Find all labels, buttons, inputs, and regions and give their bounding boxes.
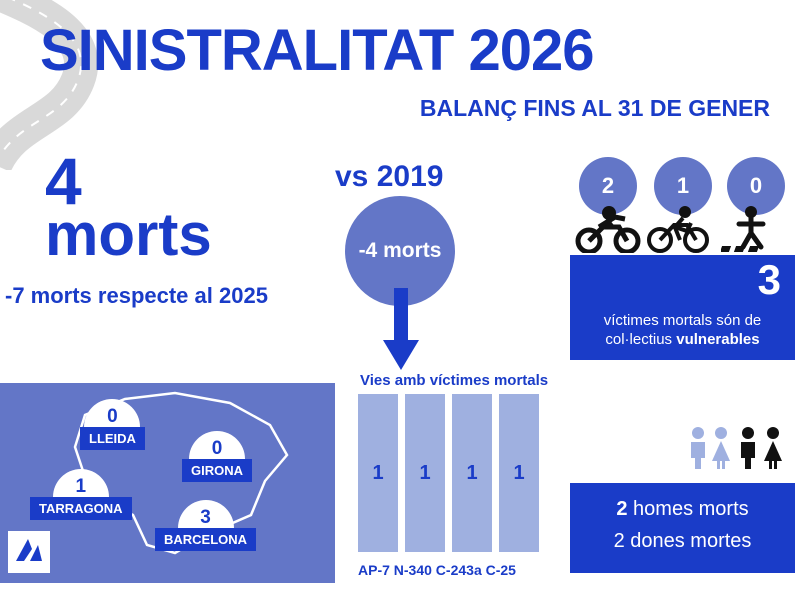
gender-summary-box xyxy=(570,483,795,573)
vs-2019-bubble: -4 morts xyxy=(345,196,455,306)
man-icon xyxy=(691,427,705,469)
province-barcelona xyxy=(155,500,256,551)
vulnerable-icons xyxy=(575,205,790,255)
down-arrow-icon xyxy=(383,288,419,370)
province-barcelona-name: BARCELONA xyxy=(155,528,256,551)
woman-icon xyxy=(764,427,782,469)
bar-n-340: 1 xyxy=(405,394,445,552)
catalonia-map xyxy=(0,383,335,583)
bar-c-25: 1 xyxy=(499,394,539,552)
man-icon xyxy=(741,427,755,469)
vulnerable-line2-plain: col·lectius xyxy=(605,331,677,348)
roads-chart-title: Vies amb víctimes mortals xyxy=(360,372,549,389)
roads-axis-labels: AP-7 N-340 C-243a C-25 xyxy=(358,562,516,578)
motorbike-count: 2 xyxy=(579,157,637,215)
motorbike-icon xyxy=(575,205,641,258)
province-tarragona-value: 1 xyxy=(53,469,109,497)
province-girona-name: GIRONA xyxy=(182,459,252,482)
women-deaths: 2 dones mortes xyxy=(613,530,752,552)
province-tarragona-name: TARRAGONA xyxy=(30,497,132,520)
province-girona-value: 0 xyxy=(189,431,245,459)
vulnerable-total: 3 xyxy=(757,256,781,303)
vs-2019-label: vs 2019 xyxy=(335,160,444,193)
bicycle-count: 1 xyxy=(654,157,712,215)
province-girona xyxy=(182,431,252,482)
deaths-delta-2025: -7 morts respecte al 2025 xyxy=(5,283,268,308)
deaths-label: morts xyxy=(45,201,212,268)
men-deaths xyxy=(570,498,795,521)
bicycle-icon xyxy=(647,205,709,258)
men-deaths-count: 2 xyxy=(616,498,628,520)
woman-icon xyxy=(712,427,730,469)
vulnerable-summary-box xyxy=(570,255,795,360)
province-tarragona xyxy=(30,469,132,520)
gender-icons xyxy=(688,425,793,470)
deaths-count: 4 xyxy=(45,144,82,218)
pedestrian-count: 0 xyxy=(727,157,785,215)
bar-ap-7: 1 xyxy=(358,394,398,552)
vulnerable-line2-bold: vulnerables xyxy=(676,331,760,348)
transit-logo-icon xyxy=(8,531,50,573)
page-title: SINISTRALITAT 2026 xyxy=(40,18,594,83)
province-lleida xyxy=(80,399,145,450)
men-deaths-label: homes morts xyxy=(627,498,749,520)
province-lleida-name: LLEIDA xyxy=(80,427,145,450)
pedestrian-icon xyxy=(721,205,783,258)
page-subtitle: BALANÇ FINS AL 31 DE GENER xyxy=(419,95,770,121)
province-lleida-value: 0 xyxy=(84,399,140,427)
province-barcelona-value: 3 xyxy=(178,500,234,528)
roads-bar-chart xyxy=(358,392,543,552)
bar-c-243a: 1 xyxy=(452,394,492,552)
vulnerable-line2 xyxy=(570,331,795,348)
vulnerable-line1: víctimes mortals són de xyxy=(603,312,762,329)
